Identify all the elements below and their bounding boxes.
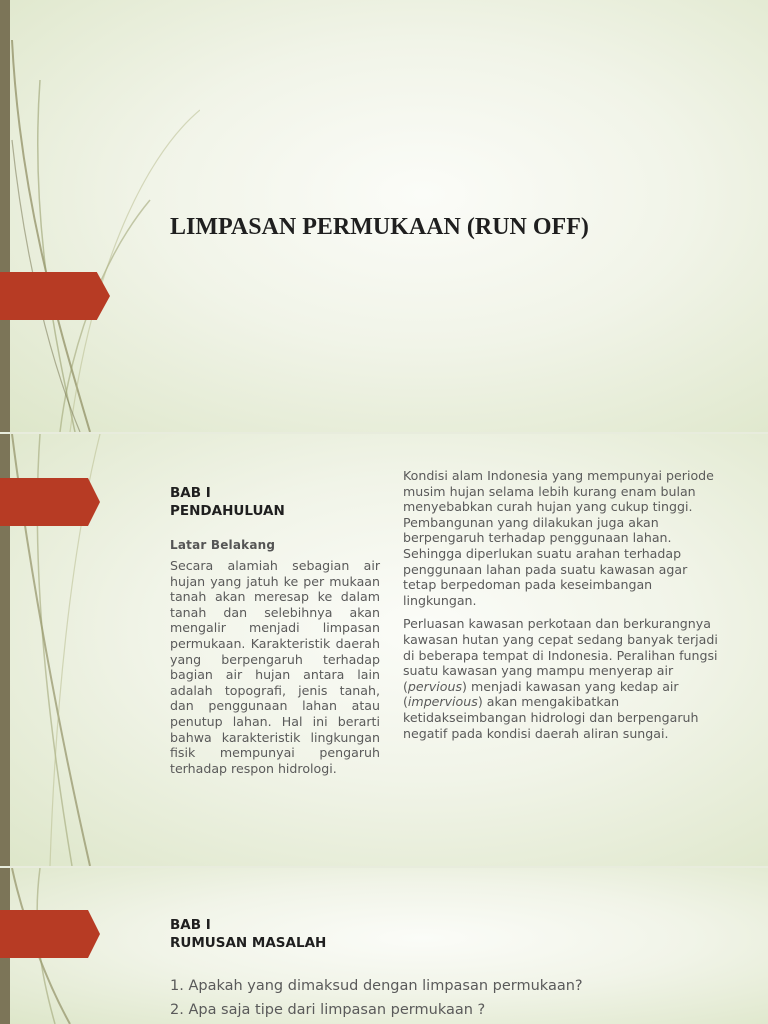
slide-title	[0, 0, 768, 432]
slide-introduction	[0, 434, 768, 866]
right-column	[403, 468, 723, 741]
accent-tab	[0, 272, 110, 320]
slide-problem-statement	[0, 868, 768, 1024]
accent-tab	[0, 478, 100, 526]
section-heading: BAB I RUMUSAN MASALAH	[170, 917, 327, 951]
subheading: Latar Belakang	[170, 538, 276, 552]
list-item: 1. Apakah yang dimaksud dengan limpasan permukaan?	[170, 978, 583, 994]
page-title: LIMPASAN PERMUKAAN (RUN OFF)	[170, 214, 589, 240]
background-paragraph: Secara alamiah sebagian air hujan yang jatuh ke per mukaan tanah akan meresap ke dalam tanah dan selebihnya akan mengalir menjadi limpasan permukaan. Karakteristik daerah yang berpengaruh terhadap bagian air hujan antara lain adalah topografi, jenis tanah, dan penggunaan lahan atau penutup lahan. Hal ini berarti bahwa karakteristik lingkungan fisik mempunyai pengaruh terhadap respon hidrologi.	[170, 558, 380, 776]
accent-tab	[0, 910, 100, 958]
question-list	[170, 974, 583, 1022]
urbanization-paragraph: Perluasan kawasan perkotaan dan berkurangnya kawasan hutan yang cepat sedang banyak terjadi di beberapa tempat di Indonesia. Peralihan fungsi suatu kawasan yang mampu menyerap air (pervious) menjadi kawasan yang kedap air (impervious) akan mengakibatkan ketidakseimbangan hidrologi dan berpengaruh negatif pada kondisi daerah aliran sungai.	[403, 616, 718, 741]
list-item: 2. Apa saja tipe dari limpasan permukaan ?	[170, 1002, 486, 1018]
section-heading: BAB I PENDAHULUAN	[170, 485, 285, 519]
conditions-paragraph: Kondisi alam Indonesia yang mempunyai periode musim hujan selama lebih kurang enam bulan menyebabkan curah hujan yang cukup tinggi. Pembangunan yang dilakukan juga akan berpengaruh terhadap penggunaan lahan. Sehingga diperlukan suatu arahan terhadap penggunaan lahan pada suatu kawasan agar tetap berpedoman pada keseimbangan lingkungan.	[403, 468, 714, 608]
